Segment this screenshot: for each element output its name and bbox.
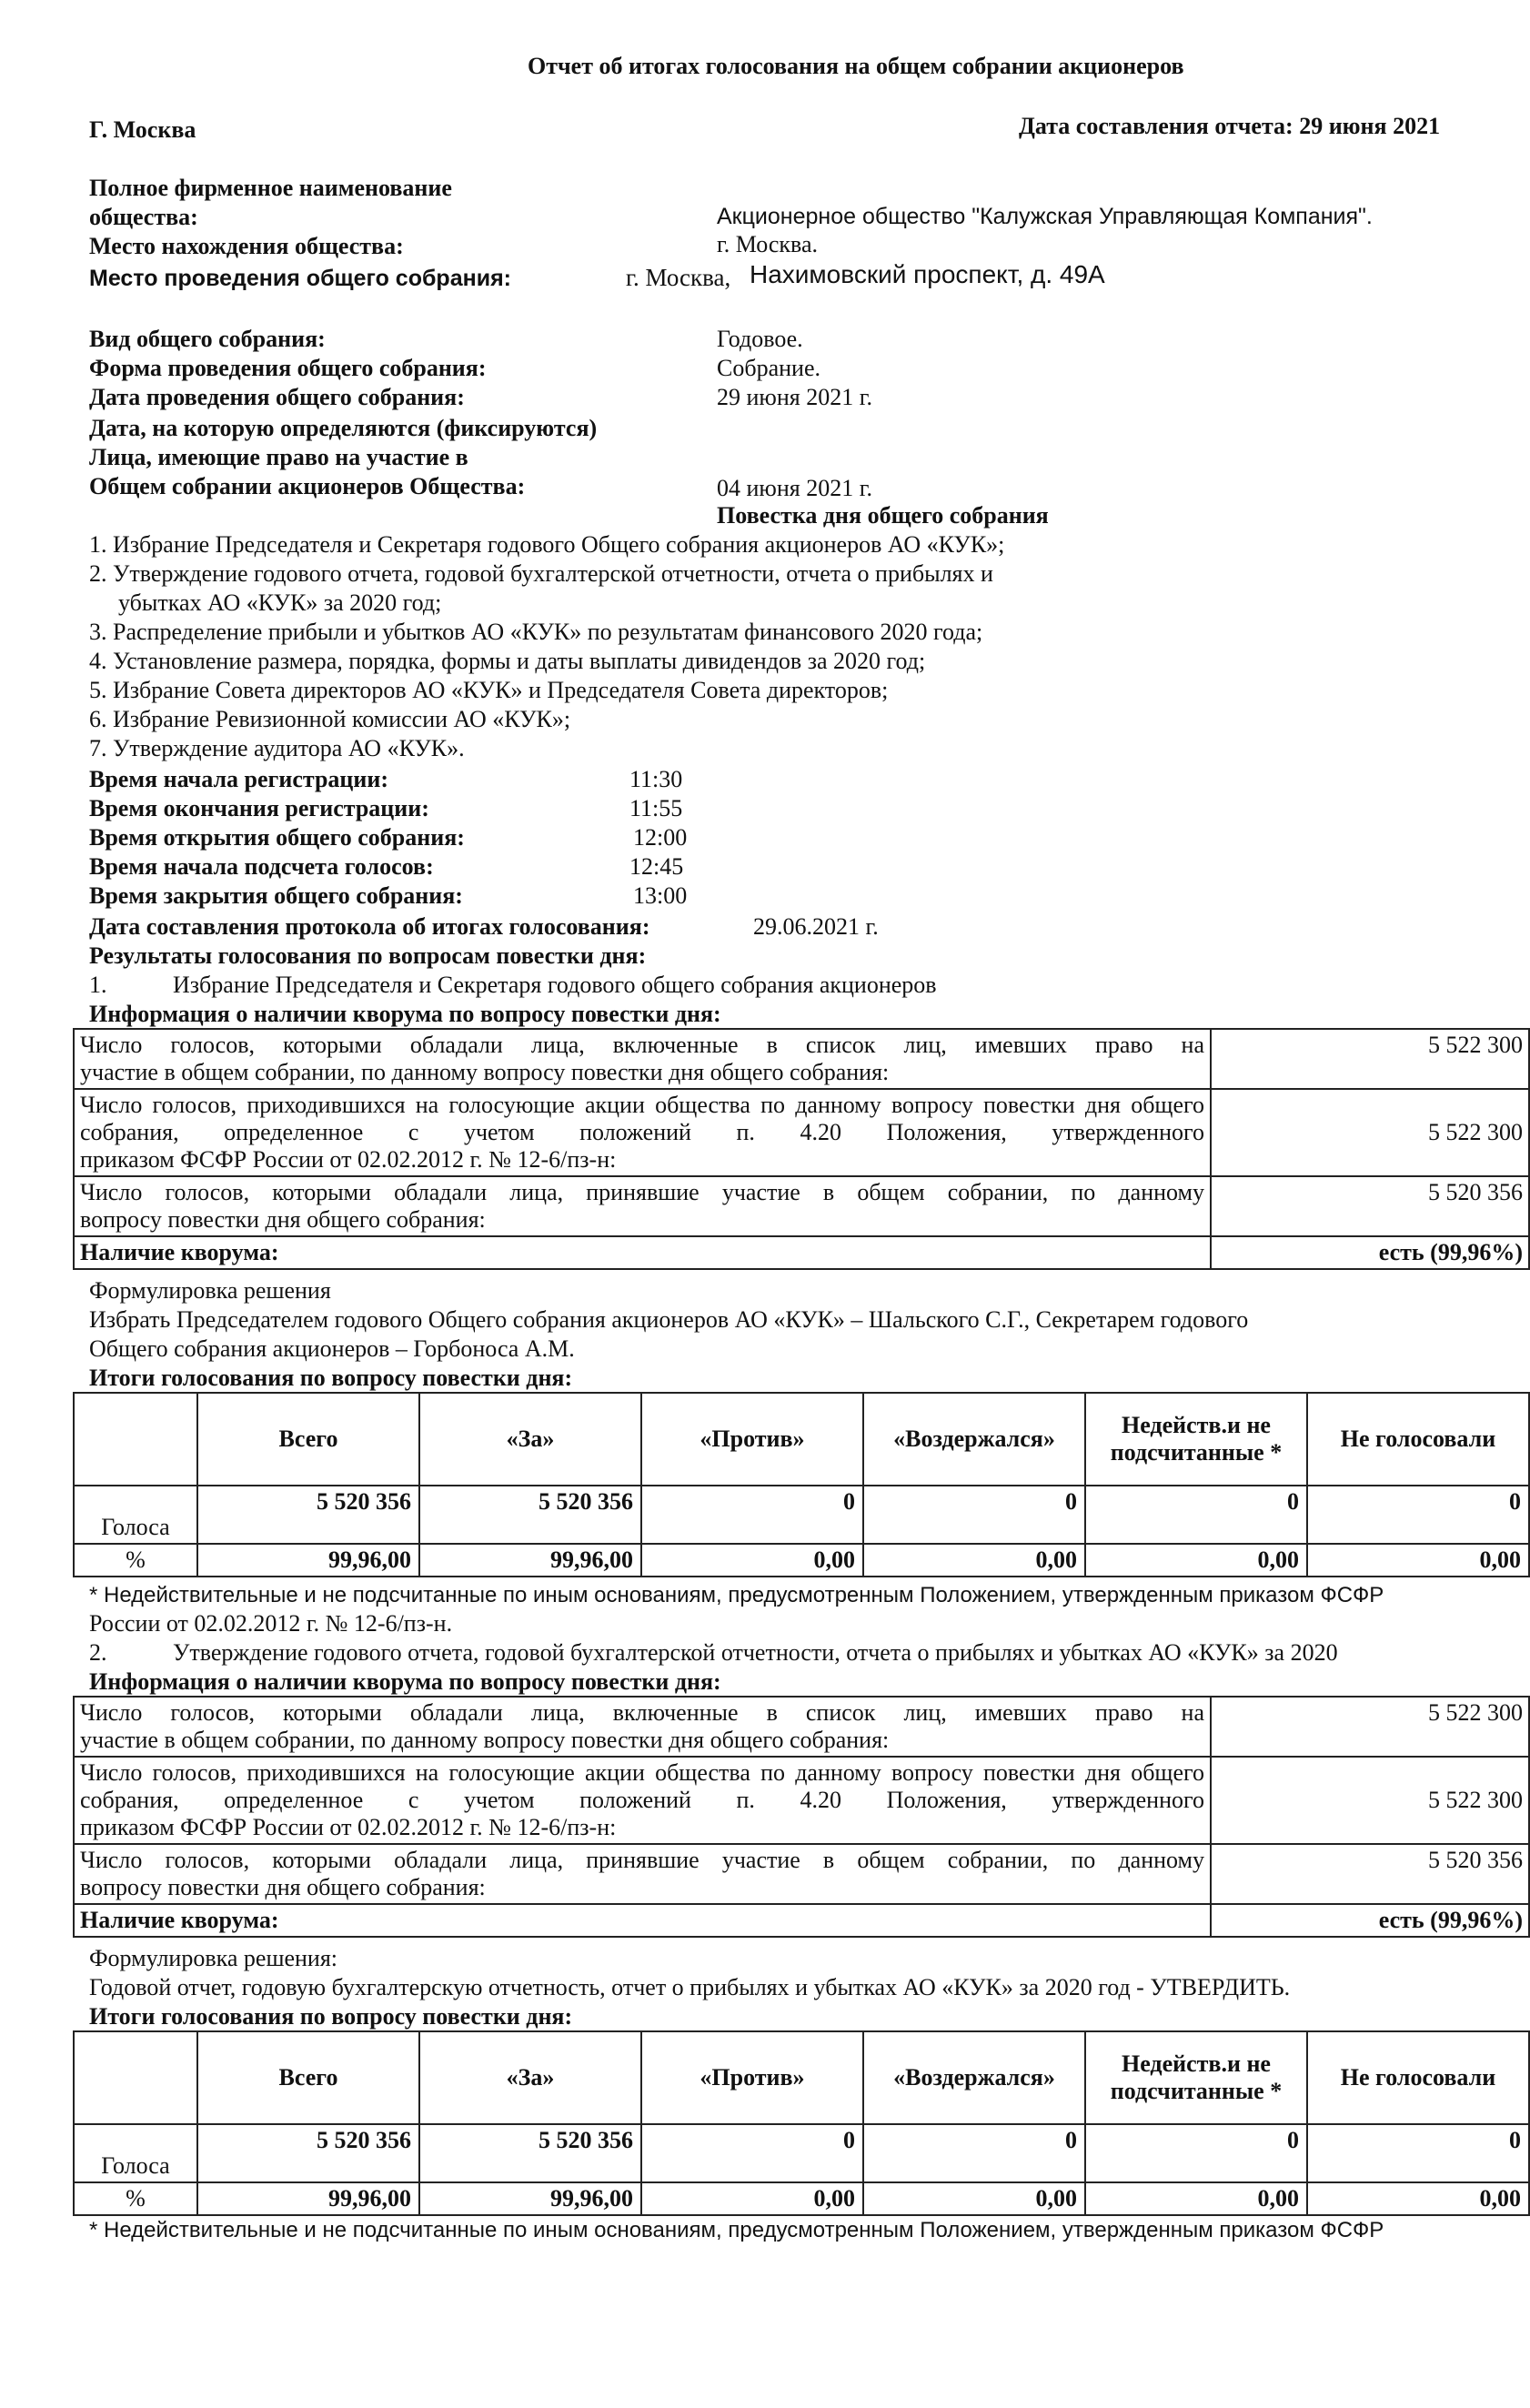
form-label: Форма проведения общего собрания:	[89, 355, 487, 381]
location-value: г. Москва.	[717, 231, 818, 257]
agenda-item-2: 2. Утверждение годового отчета, годовой бухгалтерской отчетности, отчета о прибылях и	[89, 560, 993, 587]
table-row	[74, 1176, 1529, 1236]
q2-results-label: Итоги голосования по вопросу повестки дня:	[89, 2003, 573, 2030]
q1-decision-label: Формулировка решения	[89, 1277, 331, 1304]
q2-decision-line-1: Годовой отчет, годовую бухгалтерскую отчетность, отчет о прибылях и убытках АО «КУК» за 2020 год - УТВЕРДИТЬ.	[89, 1974, 1291, 2000]
q1-quorum-value: есть (99,96%)	[1211, 1236, 1529, 1269]
q1-decision-line-2: Общего собрания акционеров – Горбоноса А.М.	[89, 1335, 575, 1362]
q1-quorum-row-3-line-1: Число голосов, которыми обладали лица, принявшие участие в общем собрании, по данному	[80, 1179, 1204, 1205]
q1-quorum-row-2-line-1: Число голосов, приходившихся на голосующие акции общества по данному вопросу повестки	[80, 1092, 1075, 1118]
q1-quorum-row-1-line-2: участие в общем собрании, по данному вопросу повестки дня общего собрания:	[80, 1059, 890, 1085]
type-label: Вид общего собрания:	[89, 326, 326, 352]
q2-votes-invalid: 0	[1085, 2124, 1307, 2182]
q2-quorum-row-1-value: 5 522 300	[1211, 1697, 1529, 1757]
q1-pct-invalid: 0,00	[1085, 1544, 1307, 1577]
q1-votes-invalid: 0	[1085, 1486, 1307, 1544]
q2-votes-not-voted: 0	[1307, 2124, 1529, 2182]
form-value: Собрание.	[717, 355, 820, 381]
q1-header-not-voted: Не голосовали	[1307, 1393, 1529, 1486]
q2-votes-total: 5 520 356	[197, 2124, 419, 2182]
q2-quorum-row-2-line-3: приказом ФСФР России от 02.02.2012 г. № 12-6/пз-н:	[80, 1814, 617, 1840]
time-value-3: 12:00	[633, 824, 688, 851]
table-row	[74, 1904, 1529, 1937]
q1-votes-for: 5 520 356	[419, 1486, 641, 1544]
venue-label: Место проведения общего собрания:	[89, 266, 511, 291]
q1-votes-against: 0	[641, 1486, 863, 1544]
q1-number: 1.	[89, 972, 107, 998]
q1-quorum-label: Наличие кворума:	[74, 1236, 1211, 1269]
q2-header-not-voted: Не голосовали	[1307, 2031, 1529, 2124]
report-title: Отчет об итогах голосования на общем собрании акционеров	[528, 53, 1184, 79]
q2-quorum-row-2-value: 5 522 300	[1211, 1757, 1529, 1844]
q2-votes-label: Голоса	[74, 2124, 197, 2182]
agenda-item-3: 3. Распределение прибыли и убытков АО «КУК» по результатам финансового 2020 года;	[89, 619, 983, 645]
protocol-value: 29.06.2021 г.	[753, 913, 879, 940]
agenda-item-7: 7. Утверждение аудитора АО «КУК».	[89, 735, 465, 761]
q1-quorum-title: Информация о наличии кворума по вопросу повестки дня:	[89, 1001, 721, 1027]
q2-quorum-row-2-line-2: дня общего собрания, определенное с учетом положений п. 4.20 Положения, утвержденного	[80, 1759, 1204, 1813]
q1-votes-not-voted: 0	[1307, 1486, 1529, 1544]
q1-pct-abstain: 0,00	[863, 1544, 1085, 1577]
company-value: Акционерное общество "Калужская Управляющая Компания".	[717, 204, 1373, 229]
table-row	[74, 2124, 1529, 2182]
q2-quorum-table	[73, 1696, 1530, 1938]
agenda-item-4: 4. Установление размера, порядка, формы и даты выплаты дивидендов за 2020 год;	[89, 648, 926, 674]
q2-pct-total: 99,96,00	[197, 2182, 419, 2215]
time-value-2: 11:55	[629, 795, 683, 821]
agenda-item-6: 6. Избрание Ревизионной комиссии АО «КУК»;	[89, 706, 571, 732]
q2-pct-against: 0,00	[641, 2182, 863, 2215]
q2-votes-against: 0	[641, 2124, 863, 2182]
time-label-4: Время начала подсчета голосов:	[89, 853, 434, 880]
q2-results-table	[73, 2030, 1530, 2216]
q2-header-abstain: «Воздержался»	[863, 2031, 1085, 2124]
q1-quorum-row-1-line-1: Число голосов, которыми обладали лица, включенные в список лиц, имевших право на	[80, 1032, 1204, 1058]
table-row	[74, 2031, 1529, 2124]
protocol-label: Дата составления протокола об итогах голосования:	[89, 913, 650, 940]
location-label: Место нахождения общества:	[89, 233, 404, 259]
q1-votes-abstain: 0	[863, 1486, 1085, 1544]
q1-footnote-line-2: России от 02.02.2012 г. № 12-6/пз-н.	[89, 1610, 453, 1637]
date-value: 29 июня 2021 г.	[717, 384, 872, 410]
q2-pct-abstain: 0,00	[863, 2182, 1085, 2215]
q1-header-for: «За»	[419, 1393, 641, 1486]
q1-pct-for: 99,96,00	[419, 1544, 641, 1577]
q1-title: Избрание Председателя и Секретаря годового общего собрания акционеров	[173, 972, 937, 998]
time-value-1: 11:30	[629, 766, 683, 792]
q2-quorum-row-3-value: 5 520 356	[1211, 1844, 1529, 1904]
q2-quorum-row-2-line-1: Число голосов, приходившихся на голосующие акции общества по данному вопросу повестки	[80, 1759, 1075, 1786]
date-label: Дата проведения общего собрания:	[89, 384, 465, 410]
record-label-3: Общем собрании акционеров Общества:	[89, 473, 526, 499]
q1-quorum-row-2-line-2: дня общего собрания, определенное с учетом положений п. 4.20 Положения, утвержденного	[80, 1092, 1204, 1145]
q2-pct-for: 99,96,00	[419, 2182, 641, 2215]
q1-results-label: Итоги голосования по вопросу повестки дня:	[89, 1365, 573, 1391]
table-row	[74, 1236, 1529, 1269]
q2-quorum-row-3-line-2: вопросу повестки дня общего собрания:	[80, 1874, 486, 1900]
type-value: Годовое.	[717, 326, 803, 352]
q2-number: 2.	[89, 1639, 107, 1666]
q1-header-against: «Против»	[641, 1393, 863, 1486]
q2-pct-label: %	[74, 2182, 197, 2215]
q2-header-against: «Против»	[641, 2031, 863, 2124]
agenda-title: Повестка дня общего собрания	[717, 502, 1049, 529]
q2-votes-abstain: 0	[863, 2124, 1085, 2182]
q1-header-invalid: Недейств.и не подсчитанные *	[1085, 1393, 1307, 1486]
q2-quorum-value: есть (99,96%)	[1211, 1904, 1529, 1937]
q1-pct-label: %	[74, 1544, 197, 1577]
company-label-2: общества:	[89, 204, 198, 230]
q2-header-invalid: Недейств.и не подсчитанные *	[1085, 2031, 1307, 2124]
q2-quorum-row-3-line-1: Число голосов, которыми обладали лица, принявшие участие в общем собрании, по данному	[80, 1847, 1204, 1873]
venue-value-a: г. Москва,	[626, 264, 731, 291]
q1-decision-line-1: Избрать Председателем годового Общего собрания акционеров АО «КУК» – Шальского С.Г., Секретарем годового	[89, 1306, 1249, 1333]
q2-header-for: «За»	[419, 2031, 641, 2124]
agenda-item-1: 1. Избрание Председателя и Секретаря годового Общего собрания акционеров АО «КУК»;	[89, 531, 1005, 558]
table-row	[74, 1486, 1529, 1544]
table-row	[74, 1757, 1529, 1844]
q1-quorum-row-3-value: 5 520 356	[1211, 1176, 1529, 1236]
q1-header-total: Всего	[197, 1393, 419, 1486]
table-row	[74, 1029, 1529, 1089]
q1-votes-label: Голоса	[74, 1486, 197, 1544]
agenda-item-5: 5. Избрание Совета директоров АО «КУК» и Председателя Совета директоров;	[89, 677, 889, 703]
record-label-2: Лица, имеющие право на участие в	[89, 444, 468, 470]
time-label-3: Время открытия общего собрания:	[89, 824, 465, 851]
report-date: Дата составления отчета: 29 июня 2021	[1019, 113, 1441, 139]
time-value-5: 13:00	[633, 882, 688, 909]
q2-pct-not-voted: 0,00	[1307, 2182, 1529, 2215]
table-row	[74, 1544, 1529, 1577]
q1-footnote-line-1: * Недействительные и не подсчитанные по иным основаниям, предусмотренным Положением, утвержденным приказом ФСФР	[89, 1583, 1384, 1607]
table-row	[74, 2182, 1529, 2215]
time-value-4: 12:45	[629, 853, 684, 880]
record-label-1: Дата, на которую определяются (фиксируются)	[89, 415, 598, 441]
q1-results-table	[73, 1392, 1530, 1577]
q2-quorum-label: Наличие кворума:	[74, 1904, 1211, 1937]
q2-title: Утверждение годового отчета, годовой бухгалтерской отчетности, отчета о прибылях и убытках АО «КУК» за 2020	[173, 1639, 1338, 1666]
time-label-2: Время окончания регистрации:	[89, 795, 429, 821]
q1-pct-against: 0,00	[641, 1544, 863, 1577]
q2-decision-label: Формулировка решения:	[89, 1945, 338, 1971]
table-row	[74, 1697, 1529, 1757]
q1-quorum-row-1-value: 5 522 300	[1211, 1029, 1529, 1089]
q2-quorum-title: Информация о наличии кворума по вопросу повестки дня:	[89, 1668, 721, 1695]
venue-value-b: Нахимовский проспект, д. 49А	[750, 260, 1105, 288]
q1-header-abstain: «Воздержался»	[863, 1393, 1085, 1486]
time-label-5: Время закрытия общего собрания:	[89, 882, 463, 909]
q2-quorum-row-1-line-1: Число голосов, которыми обладали лица, включенные в список лиц, имевших право на	[80, 1699, 1204, 1726]
q2-quorum-row-1-line-2: участие в общем собрании, по данному вопросу повестки дня общего собрания:	[80, 1727, 890, 1753]
q1-quorum-row-3-line-2: вопросу повестки дня общего собрания:	[80, 1206, 486, 1233]
q2-header-total: Всего	[197, 2031, 419, 2124]
q1-pct-total: 99,96,00	[197, 1544, 419, 1577]
q2-footnote-line-1: * Недействительные и не подсчитанные по иным основаниям, предусмотренным Положением, утвержденным приказом ФСФР	[89, 2218, 1384, 2242]
q1-votes-total: 5 520 356	[197, 1486, 419, 1544]
table-row	[74, 1393, 1529, 1486]
q1-quorum-row-2-value: 5 522 300	[1211, 1089, 1529, 1176]
q2-votes-for: 5 520 356	[419, 2124, 641, 2182]
q2-pct-invalid: 0,00	[1085, 2182, 1307, 2215]
company-label: Полное фирменное наименование	[89, 175, 452, 201]
city: Г. Москва	[89, 116, 196, 143]
agenda-item-2-cont: убытках АО «КУК» за 2020 год;	[118, 589, 442, 616]
table-row	[74, 1089, 1529, 1176]
q1-pct-not-voted: 0,00	[1307, 1544, 1529, 1577]
record-value: 04 июня 2021 г.	[717, 475, 872, 501]
time-label-1: Время начала регистрации:	[89, 766, 389, 792]
results-title: Результаты голосования по вопросам повестки дня:	[89, 942, 647, 969]
q1-quorum-row-2-line-3: приказом ФСФР России от 02.02.2012 г. № 12-6/пз-н:	[80, 1146, 617, 1173]
table-row	[74, 1844, 1529, 1904]
q1-quorum-table	[73, 1028, 1530, 1270]
